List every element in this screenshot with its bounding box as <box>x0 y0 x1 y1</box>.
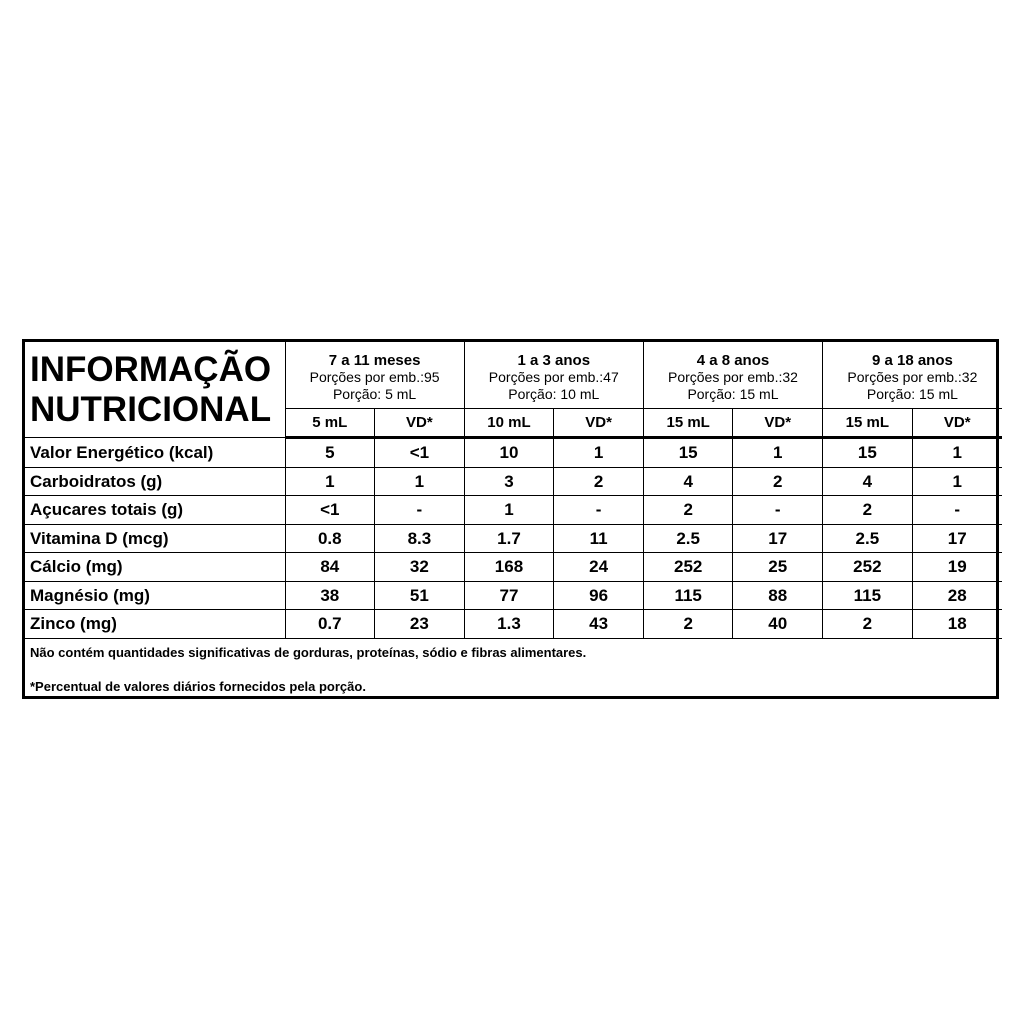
portion-unit-header: 10 mL <box>464 409 554 438</box>
footnote-daily-value: *Percentual de valores diários fornecidos pela porção. <box>30 678 366 694</box>
nutrient-label: Açucares totais (g) <box>25 496 285 525</box>
nutrient-amount-cell: 15 <box>643 438 733 468</box>
daily-value-cell: 51 <box>375 581 465 610</box>
footnotes <box>25 639 996 694</box>
nutrient-amount-cell: 5 <box>285 438 375 468</box>
daily-value-cell: - <box>375 496 465 525</box>
daily-value-cell: 19 <box>912 553 1002 582</box>
nutrient-amount-cell: 2 <box>643 610 733 639</box>
daily-value-cell: 88 <box>733 581 823 610</box>
age-group-header <box>643 342 822 409</box>
nutrient-amount-cell: <1 <box>285 496 375 525</box>
nutrient-amount-cell: 0.7 <box>285 610 375 639</box>
daily-value-cell: 23 <box>375 610 465 639</box>
portion-size: Porção: 15 mL <box>687 385 779 402</box>
servings-per-package: Porções por emb.:32 <box>847 368 978 385</box>
age-group-name: 1 a 3 anos <box>517 351 591 369</box>
servings-per-package: Porções por emb.:95 <box>309 368 440 385</box>
nutrient-amount-cell: 1.3 <box>464 610 554 639</box>
daily-value-cell: 25 <box>733 553 823 582</box>
servings-per-package: Porções por emb.:32 <box>667 368 798 385</box>
daily-value-cell: 2 <box>554 467 644 496</box>
portion-unit-header: 15 mL <box>643 409 733 438</box>
nutrient-amount-cell: 4 <box>643 467 733 496</box>
nutrient-amount-cell: 84 <box>285 553 375 582</box>
daily-value-cell: 43 <box>554 610 644 639</box>
servings-per-package: Porções por emb.:47 <box>488 368 619 385</box>
daily-value-cell: 1 <box>733 438 823 468</box>
daily-value-cell: 40 <box>733 610 823 639</box>
nutrient-amount-cell: 1 <box>464 496 554 525</box>
nutrient-amount-cell: 38 <box>285 581 375 610</box>
table-row <box>25 524 1002 553</box>
age-group-name: 4 a 8 anos <box>696 351 770 369</box>
age-group-name: 9 a 18 anos <box>871 351 953 369</box>
daily-value-cell: - <box>733 496 823 525</box>
daily-value-cell: 8.3 <box>375 524 465 553</box>
daily-value-cell: - <box>554 496 644 525</box>
nutrient-amount-cell: 2.5 <box>823 524 913 553</box>
daily-value-cell: 1 <box>912 467 1002 496</box>
nutrient-amount-cell: 1.7 <box>464 524 554 553</box>
nutrient-amount-cell: 4 <box>823 467 913 496</box>
daily-value-cell: 28 <box>912 581 1002 610</box>
nutrient-amount-cell: 115 <box>643 581 733 610</box>
portion-unit-header: 15 mL <box>823 409 913 438</box>
age-group-header <box>823 342 1002 409</box>
daily-value-cell: - <box>912 496 1002 525</box>
daily-value-cell: 96 <box>554 581 644 610</box>
daily-value-cell: 17 <box>733 524 823 553</box>
nutrient-amount-cell: 168 <box>464 553 554 582</box>
daily-value-header: VD* <box>375 409 465 438</box>
age-group-header <box>285 342 464 409</box>
daily-value-cell: 1 <box>375 467 465 496</box>
table-row <box>25 496 1002 525</box>
daily-value-cell: 11 <box>554 524 644 553</box>
nutrient-label: Zinco (mg) <box>25 610 285 639</box>
daily-value-cell: 2 <box>733 467 823 496</box>
portion-unit-header: 5 mL <box>285 409 375 438</box>
nutrient-amount-cell: 77 <box>464 581 554 610</box>
table-row <box>25 610 1002 639</box>
daily-value-header: VD* <box>912 409 1002 438</box>
nutrient-amount-cell: 15 <box>823 438 913 468</box>
footnote-nutrients: Não contém quantidades significativas de gorduras, proteínas, sódio e fibras alimentares. <box>30 644 587 660</box>
daily-value-header: VD* <box>733 409 823 438</box>
nutrient-amount-cell: 252 <box>823 553 913 582</box>
nutrient-label: Carboidratos (g) <box>25 467 285 496</box>
age-group-header <box>464 342 643 409</box>
daily-value-cell: 17 <box>912 524 1002 553</box>
daily-value-cell: 1 <box>912 438 1002 468</box>
nutrient-amount-cell: 1 <box>285 467 375 496</box>
portion-size: Porção: 5 mL <box>332 385 417 402</box>
nutrient-amount-cell: 2 <box>643 496 733 525</box>
daily-value-cell: 24 <box>554 553 644 582</box>
title-line-2: NUTRICIONAL <box>30 389 272 429</box>
nutrient-label: Magnésio (mg) <box>25 581 285 610</box>
daily-value-header: VD* <box>554 409 644 438</box>
nutrient-label: Vitamina D (mcg) <box>25 524 285 553</box>
daily-value-cell: <1 <box>375 438 465 468</box>
title-line-1: INFORMAÇÃO <box>30 349 272 389</box>
daily-value-cell: 18 <box>912 610 1002 639</box>
nutrient-amount-cell: 2 <box>823 496 913 525</box>
table-title <box>25 342 285 438</box>
nutrient-amount-cell: 10 <box>464 438 554 468</box>
portion-size: Porção: 10 mL <box>508 385 600 402</box>
table-row <box>25 467 1002 496</box>
nutrient-amount-cell: 0.8 <box>285 524 375 553</box>
nutrient-amount-cell: 3 <box>464 467 554 496</box>
nutrient-label: Valor Energético (kcal) <box>25 438 285 468</box>
nutrient-amount-cell: 2 <box>823 610 913 639</box>
nutrition-facts-panel <box>22 339 999 699</box>
age-group-name: 7 a 11 meses <box>328 351 421 369</box>
daily-value-cell: 32 <box>375 553 465 582</box>
nutrition-table <box>25 342 1002 639</box>
table-row <box>25 581 1002 610</box>
nutrient-amount-cell: 252 <box>643 553 733 582</box>
table-row <box>25 438 1002 468</box>
table-row <box>25 553 1002 582</box>
daily-value-cell: 1 <box>554 438 644 468</box>
nutrient-amount-cell: 115 <box>823 581 913 610</box>
portion-size: Porção: 15 mL <box>866 385 958 402</box>
nutrient-label: Cálcio (mg) <box>25 553 285 582</box>
nutrient-amount-cell: 2.5 <box>643 524 733 553</box>
